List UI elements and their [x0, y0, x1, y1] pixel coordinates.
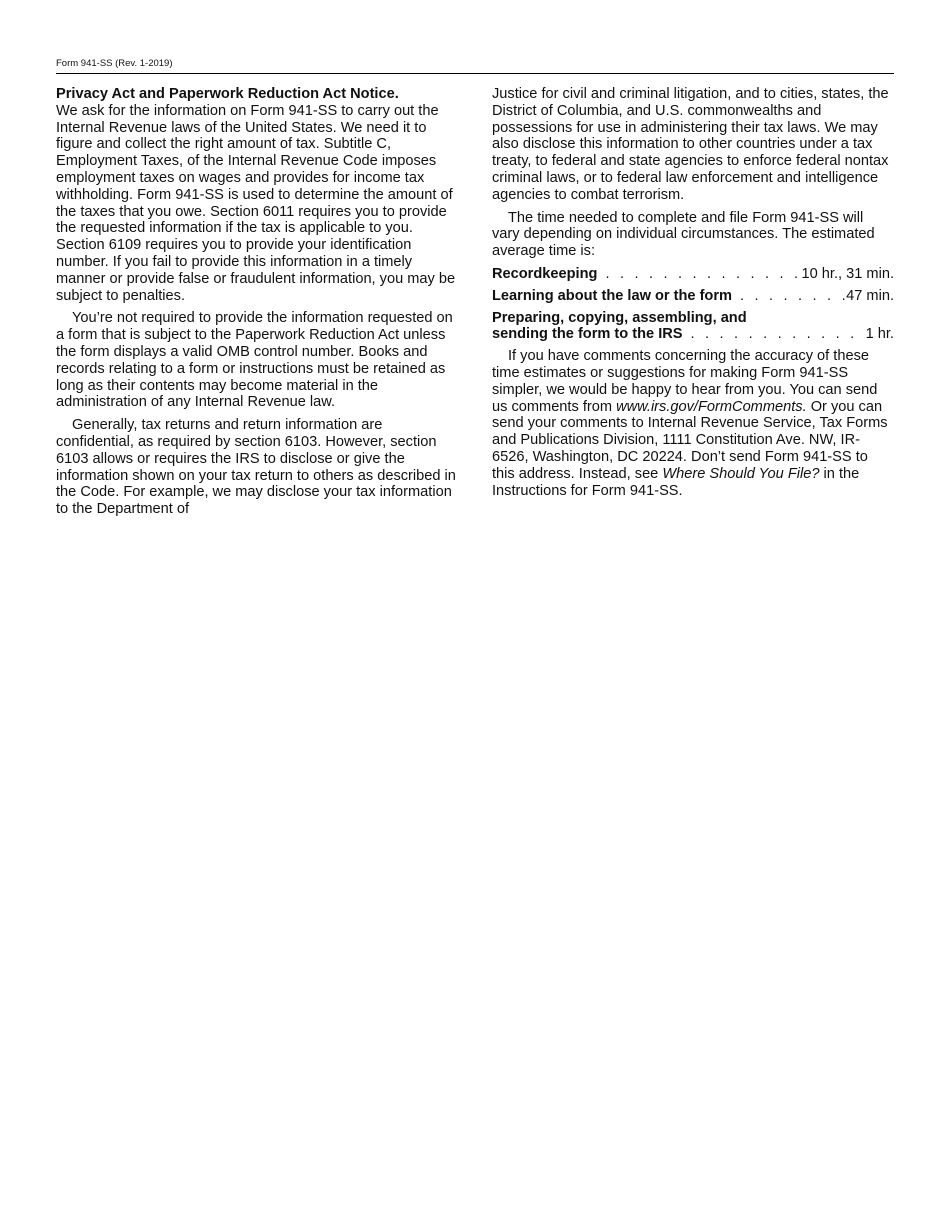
form-revision-label: Form 941-SS (Rev. 1-2019) [56, 58, 173, 69]
preparing-label-line-2: sending the form to the IRS [492, 326, 683, 343]
time-row-learning [492, 288, 894, 305]
preparing-label-line-1: Preparing, copying, assembling, and [492, 309, 747, 326]
disclosure-paragraph: Justice for civil and criminal litigation, and to cities, states, the District of Columbia, and U.S. commonwealths and possessions for use in administering their tax laws. We may also disclose this information to other countries under a tax treaty, to federal and state agencies to enforce federal nontax criminal laws, or to federal law enforcement and intelligence agencies to combat terrorism. [492, 86, 889, 203]
form-comments-link[interactable]: www.irs.gov/FormComments. [616, 398, 807, 415]
left-column [56, 86, 456, 524]
time-estimate-intro: The time needed to complete and file Form 941-SS will vary depending on individual circumstances. The estimated average time is: [492, 209, 875, 260]
comments-text-c: in the Instructions for Form 941-SS. [492, 465, 860, 499]
time-row-preparing [492, 310, 894, 344]
privacy-paragraph-2: You’re not required to provide the information requested on a form that is subject to the Paperwork Reduction Act unless the form displays a valid OMB control number. Books and records relating to a form or instructions must be retained as long as their contents may become material in the administration of any Internal Revenue law. [56, 310, 453, 411]
preparing-value: 1 hr. [865, 326, 894, 343]
document-page [56, 0, 894, 1230]
learning-value: 47 min. [846, 287, 894, 304]
recordkeeping-value: 10 hr., 31 min. [801, 265, 894, 282]
leader-dots [597, 266, 801, 283]
comments-paragraph [492, 348, 894, 499]
right-column [492, 86, 894, 505]
recordkeeping-label: Recordkeeping [492, 265, 598, 282]
leader-dots [683, 326, 866, 343]
where-to-file-reference: Where Should You File? [662, 465, 820, 482]
time-row-recordkeeping [492, 266, 894, 283]
learning-label: Learning about the law or the form [492, 287, 732, 304]
privacy-paragraph-1: We ask for the information on Form 941-SS to carry out the Internal Revenue laws of the United States. We need it to figure and collect the right amount of tax. Subtitle C, Employment Taxes, of the Internal Revenue Code imposes employment taxes on wages and provides for income tax withholding. Form 941-SS is used to determine the amount of the taxes that you owe. Section 6011 requires you to provide the requested information if the tax is applicable to you. Section 6109 requires you to provide your identification number. If you fail to provide this information in a timely manner or provide false or fraudulent information, you may be subject to penalties. [56, 102, 456, 304]
comments-text-b: Or you can send your comments to Internal Revenue Service, Tax Forms and Publications Division, 1111 Constitution Ave. NW, IR-6526, Washington, DC 20224. Don’t send Form 941-SS to this address. Instead, see [492, 398, 888, 482]
form-revision-header [56, 57, 894, 74]
privacy-paragraph-3: Generally, tax returns and return information are confidential, as required by section 6103. However, section 6103 allows or requires the IRS to disclose or give the information shown on your tax return to others as described in the Code. For example, we may disclose your tax information to the Department of [56, 417, 456, 518]
leader-dots [732, 288, 846, 305]
privacy-notice-heading: Privacy Act and Paperwork Reduction Act Notice. [56, 86, 399, 102]
comments-text-a: If you have comments concerning the accuracy of these time estimates or suggestions for making Form 941-SS simpler, we would be happy to hear from you. You can send us comments from [492, 348, 878, 415]
